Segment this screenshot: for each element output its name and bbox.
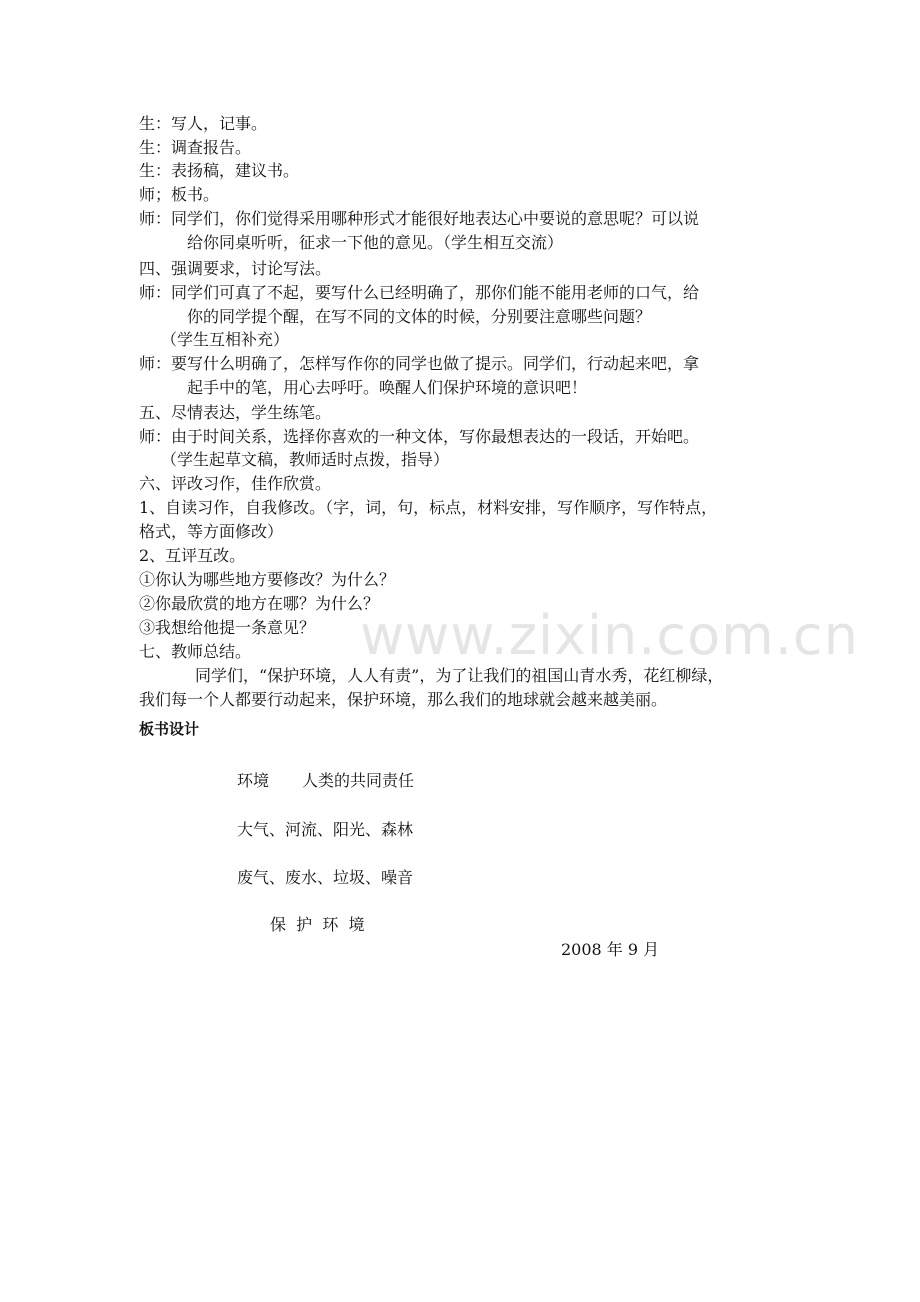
text-line-continued: 给你同桌听听，征求一下他的意见。（学生相互交流） <box>187 233 564 252</box>
list-item: ③我想给他提一条意见？ <box>139 618 316 637</box>
text-line-note: （学生起草文稿，教师适时点拨，指导） <box>161 450 450 469</box>
text-line: 师；板书。 <box>139 185 220 204</box>
summary-paragraph-line: 同学们，“保护环境，人人有责”，为了让我们的祖国山青水秀，花红柳绿， <box>195 666 724 685</box>
text-line: 生：写人，记事。 <box>139 114 268 133</box>
text-line-note: （学生互相补充） <box>161 330 290 349</box>
section-heading: 五、尽情表达，学生练笔。 <box>139 403 332 422</box>
date-text: 2008 年 9 月 <box>561 940 660 959</box>
board-row-4: 保 护 环 境 <box>270 915 365 934</box>
summary-paragraph-line: 我们每一个人都要行动起来，保护环境，那么我们的地球就会越来越美丽。 <box>139 690 668 709</box>
section-heading: 七、教师总结。 <box>139 642 252 661</box>
text-line: 师：要写什么明确了，怎样写作你的同学也做了提示。同学们，行动起来吧，拿 <box>139 354 700 373</box>
text-line: 师：由于时间关系，选择你喜欢的一种文体，写你最想表达的一段话，开始吧。 <box>139 427 700 446</box>
board-row-2: 大气、河流、阳光、森林 <box>237 820 414 839</box>
board-row-1-phrase: 人类的共同责任 <box>302 771 415 790</box>
section-heading: 四、强调要求，讨论写法。 <box>139 259 332 278</box>
board-row-3: 废气、废水、垃圾、噪音 <box>237 868 414 887</box>
list-item: ②你最欣赏的地方在哪？为什么？ <box>139 594 380 613</box>
text-line-continued: 你的同学提个醒，在写不同的文体的时候，分别要注意哪些问题？ <box>187 307 652 326</box>
text-line-continued: 起手中的笔，用心去呼吁。唤醒人们保护环境的意识吧！ <box>187 378 588 397</box>
list-item: ①你认为哪些地方要修改？为什么？ <box>139 570 396 589</box>
watermark: www.zixin.com.cn <box>360 604 859 667</box>
text-line: 师：同学们可真了不起，要写什么已经明确了，那你们能不能用老师的口气，给 <box>139 283 700 302</box>
text-line: 师：同学们，你们觉得采用哪种形式才能很好地表达心中要说的意思呢？可以说 <box>139 209 700 228</box>
section-heading: 六、评改习作，佳作欣赏。 <box>139 474 332 493</box>
text-line: 1、自读习作，自我修改。（字，词，句，标点，材料安排，写作顺序，写作特点， <box>139 498 718 517</box>
text-line: 生：调查报告。 <box>139 138 252 157</box>
board-row-1-term: 环境 <box>237 771 270 790</box>
board-design-heading: 板书设计 <box>139 720 200 738</box>
text-line: 格式，等方面修改） <box>139 522 284 541</box>
text-line: 生：表扬稿，建议书。 <box>139 161 300 180</box>
text-line: 2、互评互改。 <box>139 546 246 565</box>
